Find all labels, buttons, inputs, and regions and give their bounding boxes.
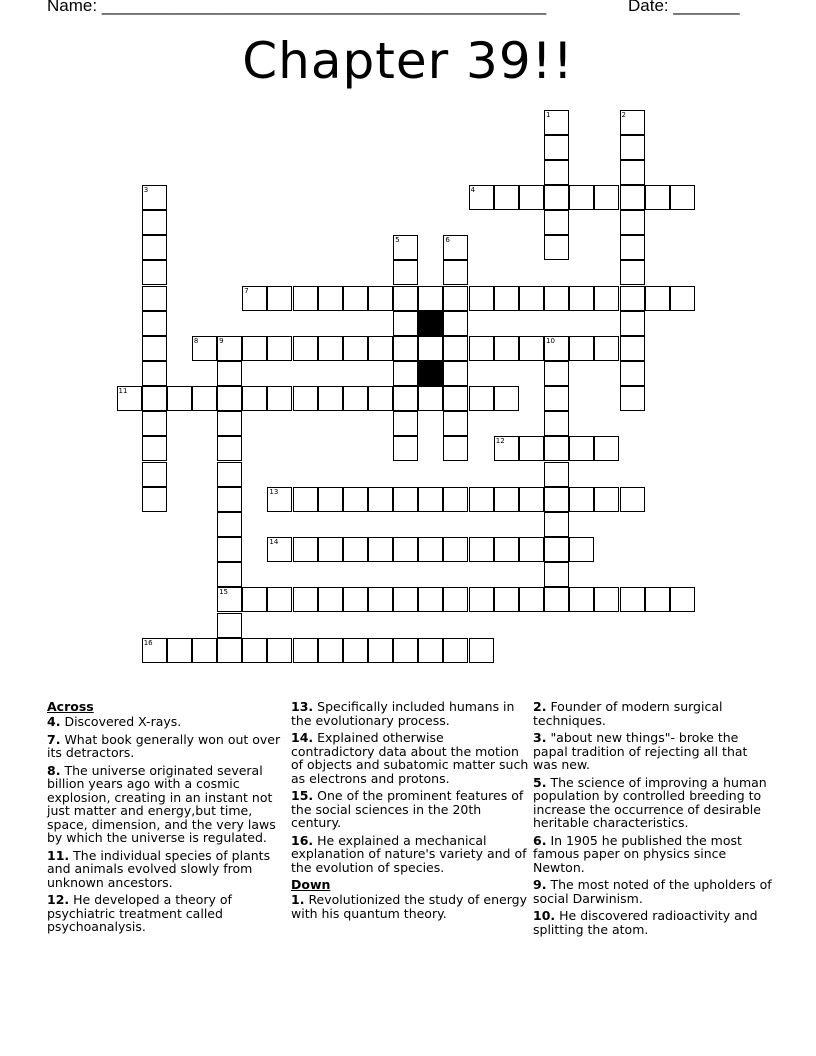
answer-cell[interactable] [142,311,167,336]
answer-cell[interactable] [670,587,695,612]
answer-cell[interactable] [494,336,519,361]
clue-number: 7 [244,286,249,295]
answer-cell[interactable] [393,587,418,612]
answer-cell[interactable] [620,361,645,386]
answer-cell[interactable] [494,537,519,562]
clue-across-7: 7. What book generally won out over its detractors. [47,731,281,760]
answer-cell[interactable] [418,336,443,361]
answer-cell[interactable] [569,436,594,461]
answer-cell[interactable] [494,487,519,512]
answer-cell[interactable] [343,487,368,512]
answer-cell[interactable] [393,260,418,285]
answer-cell[interactable] [343,587,368,612]
clue-across-14: 14. Explained otherwise contradictory data about the motion of objects and subatomic matter such as electrons and protons. [291,730,529,786]
answer-cell[interactable] [142,235,167,260]
answer-cell[interactable] [142,361,167,386]
answer-cell[interactable] [670,286,695,311]
answer-cell[interactable] [142,260,167,285]
answer-cell[interactable] [393,436,418,461]
answer-cell[interactable] [544,286,569,311]
answer-cell[interactable] [318,638,343,663]
answer-cell[interactable] [544,411,569,436]
clue-number: 10 [546,336,555,345]
down-heading: Down [291,877,331,892]
answer-cell[interactable] [620,286,645,311]
answer-cell[interactable] [544,587,569,612]
clue-number: 8 [193,336,199,345]
answer-cell[interactable] [544,235,569,260]
answer-cell[interactable] [217,487,242,512]
answer-cell[interactable] [645,286,670,311]
answer-cell[interactable] [443,638,468,663]
answer-cell[interactable] [242,336,267,361]
answer-cell[interactable] [393,638,418,663]
clue-down-9: 9. The most noted of the upholders of social Darwinism. [533,877,772,906]
answer-cell[interactable] [443,361,468,386]
answer-cell[interactable] [318,286,343,311]
answer-cell[interactable] [167,386,192,411]
answer-cell[interactable] [620,336,645,361]
answer-cell[interactable] [242,286,267,311]
answer-cell[interactable] [142,411,167,436]
clue-number: 1 [546,110,551,119]
answer-cell[interactable] [393,235,418,260]
answer-cell[interactable] [368,386,393,411]
answer-cell[interactable] [318,336,343,361]
clue-number: 2 [621,110,626,119]
answer-cell[interactable] [443,311,468,336]
answer-cell[interactable] [217,562,242,587]
answer-cell[interactable] [368,286,393,311]
answer-cell[interactable] [519,286,544,311]
clue-number: 16 [143,638,153,647]
answer-cell[interactable] [217,336,242,361]
answer-cell[interactable] [594,587,619,612]
answer-cell[interactable] [343,638,368,663]
answer-cell[interactable] [469,487,494,512]
clue-column-3 [533,700,773,940]
clue-across-13: 13. Specifically included humans in the evolutionary process. [291,699,515,728]
answer-cell[interactable] [620,311,645,336]
answer-cell[interactable] [142,436,167,461]
clue-down-1: 1. Revolutionized the study of energy with his quantum theory. [291,892,527,921]
answer-cell[interactable] [494,286,519,311]
answer-cell[interactable] [418,386,443,411]
answer-cell[interactable] [142,210,167,235]
page-title: Chapter 39!! [242,32,574,90]
clue-number: 11 [118,387,128,396]
clue-column-2 [291,700,531,924]
answer-cell[interactable] [293,537,318,562]
answer-cell[interactable] [267,386,292,411]
answer-cell[interactable] [293,587,318,612]
answer-cell[interactable] [418,638,443,663]
answer-cell[interactable] [469,638,494,663]
answer-cell[interactable] [469,537,494,562]
answer-cell[interactable] [443,260,468,285]
answer-cell[interactable] [544,487,569,512]
answer-cell[interactable] [544,562,569,587]
clue-down-3: 3. "about new things"- broke the papal tradition of rejecting all that was new. [533,730,748,772]
answer-cell[interactable] [620,160,645,185]
clue-number: 15 [219,588,229,597]
answer-cell[interactable] [142,185,167,210]
answer-cell[interactable] [443,487,468,512]
answer-cell[interactable] [544,537,569,562]
name-line: _______________________________________________ [101,0,547,15]
answer-cell[interactable] [368,336,393,361]
answer-cell[interactable] [393,386,418,411]
answer-cell[interactable] [519,436,544,461]
clue-down-6: 6. In 1905 he published the most famous paper on physics since Newton. [533,832,742,875]
answer-cell[interactable] [318,487,343,512]
answer-cell[interactable] [217,462,242,487]
clue-down-10: 10. He discovered radioactivity and splitting the atom. [533,908,758,937]
answer-cell[interactable] [267,286,292,311]
date-label: Date: [628,0,669,15]
answer-cell[interactable] [142,336,167,361]
answer-cell[interactable] [192,638,217,663]
blocked-cell [418,361,443,386]
answer-cell[interactable] [293,638,318,663]
clue-down-2: 2. Founder of modern surgical techniques. [533,699,723,728]
answer-cell[interactable] [645,185,670,210]
answer-cell[interactable] [393,361,418,386]
answer-cell[interactable] [443,436,468,461]
clue-number: 14 [269,538,279,546]
answer-cell[interactable] [544,386,569,411]
answer-cell[interactable] [418,286,443,311]
answer-cell[interactable] [469,587,494,612]
answer-cell[interactable] [443,235,468,260]
answer-cell[interactable] [368,638,393,663]
answer-cell[interactable] [343,336,368,361]
answer-cell[interactable] [544,512,569,537]
answer-cell[interactable] [267,587,292,612]
answer-cell[interactable] [594,336,619,361]
answer-cell[interactable] [217,512,242,537]
answer-cell[interactable] [519,185,544,210]
answer-cell[interactable] [469,386,494,411]
answer-cell[interactable] [217,537,242,562]
answer-cell[interactable] [368,487,393,512]
answer-cell[interactable] [217,587,242,612]
answer-cell[interactable] [569,336,594,361]
clue-number: 9 [219,336,224,345]
answer-cell[interactable] [393,286,418,311]
clue-across-8: 8. The universe originated several billion years ago with a cosmic explosion, creating in an instant not just matter and energy,but time, space, dimension, and the very laws by which the universe is regulated. [47,762,276,845]
answer-cell[interactable] [343,286,368,311]
answer-cell[interactable] [393,336,418,361]
answer-cell[interactable] [217,386,242,411]
answer-cell[interactable] [393,487,418,512]
answer-cell[interactable] [494,185,519,210]
answer-cell[interactable] [217,613,242,638]
answer-cell[interactable] [569,185,594,210]
answer-cell[interactable] [469,336,494,361]
answer-cell[interactable] [318,537,343,562]
answer-cell[interactable] [443,411,468,436]
answer-cell[interactable] [393,311,418,336]
answer-cell[interactable] [192,386,217,411]
answer-cell[interactable] [469,185,494,210]
answer-cell[interactable] [594,286,619,311]
answer-cell[interactable] [544,160,569,185]
answer-cell[interactable] [620,135,645,160]
answer-cell[interactable] [267,487,292,512]
answer-cell[interactable] [670,185,695,210]
answer-cell[interactable] [267,638,292,663]
answer-cell[interactable] [368,537,393,562]
answer-cell[interactable] [620,487,645,512]
clue-number: 5 [395,236,400,245]
answer-cell[interactable] [494,587,519,612]
answer-cell[interactable] [544,462,569,487]
answer-cell[interactable] [645,587,670,612]
answer-cell[interactable] [469,286,494,311]
answer-cell[interactable] [242,587,267,612]
answer-cell[interactable] [293,286,318,311]
answer-cell[interactable] [217,638,242,663]
answer-cell[interactable] [569,487,594,512]
answer-cell[interactable] [569,587,594,612]
answer-cell[interactable] [544,110,569,135]
answer-cell[interactable] [443,386,468,411]
answer-cell[interactable] [544,185,569,210]
clue-down-5: 5. The science of improving a human population by controlled breeding to increase the occurrence of desirable heritable characteristics. [533,774,767,830]
across-heading: Across [47,699,94,714]
answer-cell[interactable] [418,587,443,612]
answer-cell[interactable] [620,587,645,612]
answer-cell[interactable] [544,436,569,461]
answer-cell[interactable] [443,336,468,361]
answer-cell[interactable] [443,537,468,562]
clue-number: 6 [445,236,450,245]
answer-cell[interactable] [217,436,242,461]
clue-across-12: 12. He developed a theory of psychiatric treatment called psychoanalysis. [47,892,232,934]
answer-cell[interactable] [142,462,167,487]
answer-cell[interactable] [318,386,343,411]
answer-cell[interactable] [217,411,242,436]
answer-cell[interactable] [620,185,645,210]
answer-cell[interactable] [594,185,619,210]
answer-cell[interactable] [594,487,619,512]
answer-cell[interactable] [443,286,468,311]
answer-cell[interactable] [293,386,318,411]
answer-cell[interactable] [443,587,468,612]
answer-cell[interactable] [620,210,645,235]
clue-across-11: 11. The individual species of plants and animals evolved slowly from unknown ancestors. [47,847,271,890]
answer-cell[interactable] [544,336,569,361]
answer-cell[interactable] [594,436,619,461]
clue-across-4: 4. Discovered X-rays. [47,714,182,729]
answer-cell[interactable] [368,587,393,612]
answer-cell[interactable] [192,336,217,361]
answer-cell[interactable] [117,386,142,411]
answer-cell[interactable] [293,336,318,361]
answer-cell[interactable] [142,286,167,311]
answer-cell[interactable] [142,638,167,663]
answer-cell[interactable] [343,537,368,562]
answer-cell[interactable] [318,587,343,612]
answer-cell[interactable] [242,386,267,411]
answer-cell[interactable] [393,537,418,562]
answer-cell[interactable] [418,487,443,512]
date-line: _______ [673,0,740,15]
answer-cell[interactable] [519,537,544,562]
clue-number: 12 [495,437,505,446]
clue-number: 3 [143,185,149,194]
answer-cell[interactable] [569,286,594,311]
answer-cell[interactable] [519,587,544,612]
clue-across-15: 15. One of the prominent features of the social sciences in the 20th century. [291,788,524,830]
answer-cell[interactable] [418,537,443,562]
answer-cell[interactable] [494,436,519,461]
answer-cell[interactable] [142,487,167,512]
answer-cell[interactable] [569,537,594,562]
clue-across-16: 16. He explained a mechanical explanation of nature's variety and of the evolution of species. [291,832,527,875]
name-label: Name: [47,0,98,15]
answer-cell[interactable] [544,135,569,160]
answer-cell[interactable] [142,386,167,411]
answer-cell[interactable] [620,386,645,411]
answer-cell[interactable] [544,210,569,235]
clue-column-1 [47,700,287,938]
answer-cell[interactable] [620,235,645,260]
clue-number: 13 [269,487,279,496]
answer-cell[interactable] [267,537,292,562]
answer-cell[interactable] [544,361,569,386]
answer-cell[interactable] [494,386,519,411]
answer-cell[interactable] [267,336,292,361]
answer-cell[interactable] [167,638,192,663]
answer-cell[interactable] [519,336,544,361]
answer-cell[interactable] [620,110,645,135]
answer-cell[interactable] [519,487,544,512]
answer-cell[interactable] [242,638,267,663]
blocked-cell [418,311,443,336]
answer-cell[interactable] [393,411,418,436]
answer-cell[interactable] [293,487,318,512]
answer-cell[interactable] [620,260,645,285]
answer-cell[interactable] [217,361,242,386]
answer-cell[interactable] [343,386,368,411]
clue-number: 4 [470,185,476,194]
